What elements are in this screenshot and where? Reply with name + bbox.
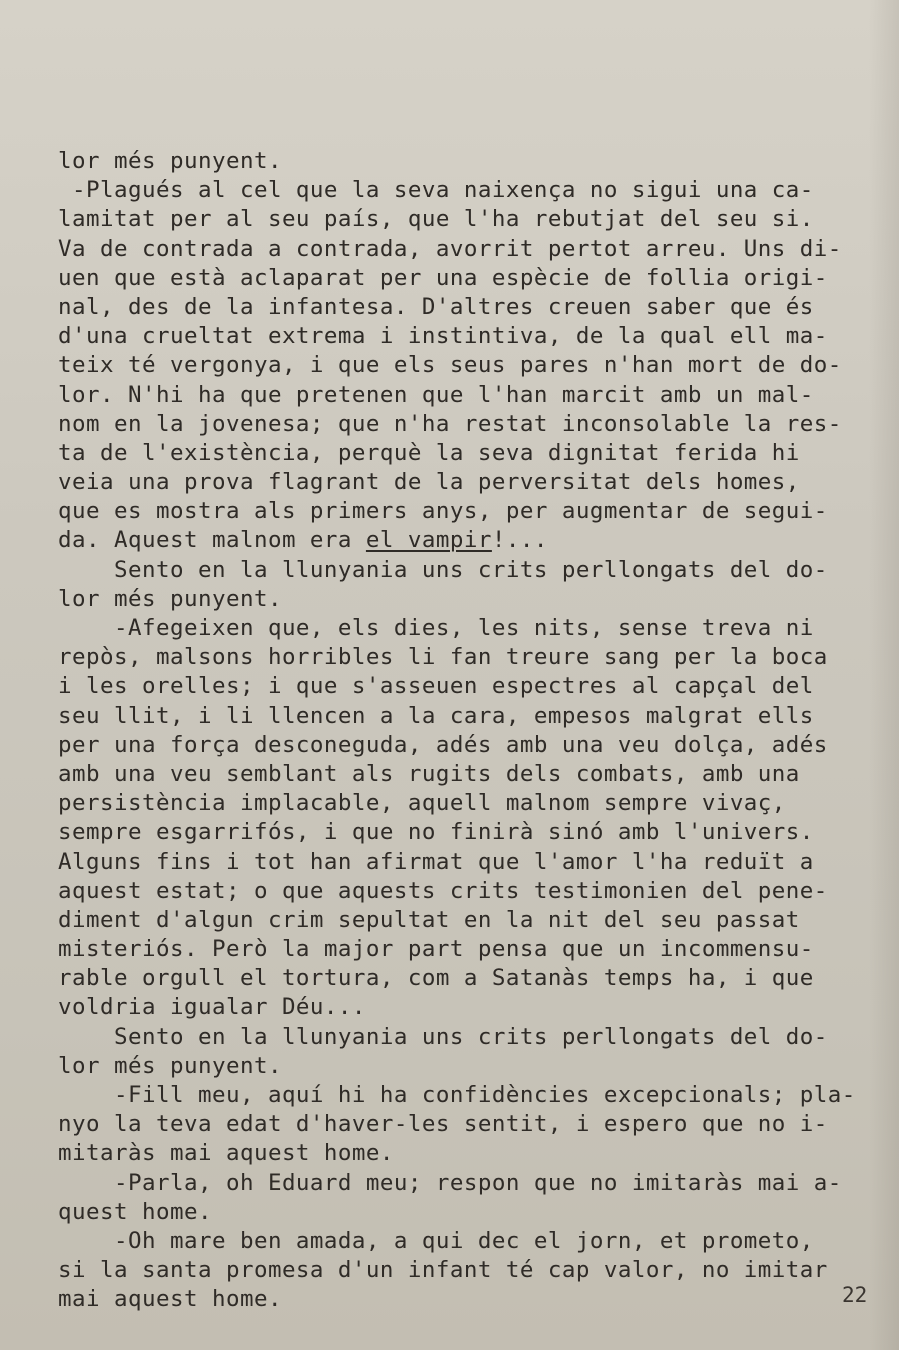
text-line: quest home. bbox=[58, 1198, 212, 1225]
text-line: -Parla, oh Eduard meu; respon que no imitaràs mai a- bbox=[58, 1169, 842, 1196]
underlined-phrase: el vampir bbox=[365, 527, 492, 554]
text-line: si la santa promesa d'un infant té cap valor, no imitar bbox=[58, 1257, 828, 1284]
text-line: i les orelles; i que s'asseuen espectres al capçal del bbox=[58, 673, 814, 700]
text-line: nyo la teva edat d'haver-les sentit, i espero que no i- bbox=[58, 1111, 828, 1138]
text-line: Sento en la llunyania uns crits perllongats del do- bbox=[58, 1023, 828, 1050]
text-line: voldria igualar Déu... bbox=[58, 994, 366, 1021]
text-line: d'una crueltat extrema i instintiva, de la qual ell ma- bbox=[58, 323, 828, 350]
text-line: lor. N'hi ha que pretenen que l'han marcit amb un mal- bbox=[58, 381, 814, 408]
text-line-with-underline bbox=[58, 526, 878, 555]
text-line: nal, des de la infantesa. D'altres creuen saber que és bbox=[58, 293, 814, 320]
text-line: misteriós. Però la major part pensa que un incommensu- bbox=[58, 936, 814, 963]
text-line: que es mostra als primers anys, per augmentar de segui- bbox=[58, 498, 828, 525]
text-line: seu llit, i li llencen a la cara, empesos malgrat ells bbox=[58, 702, 814, 729]
text-line: per una força desconeguda, adés amb una veu dolça, adés bbox=[58, 731, 828, 758]
page-number: 22 bbox=[842, 1283, 868, 1307]
text-line: persistència implacable, aquell malnom sempre vivaç, bbox=[58, 790, 786, 817]
text-line: -Fill meu, aquí hi ha confidències excepcionals; pla- bbox=[58, 1082, 856, 1108]
text-line: nom en la jovenesa; que n'ha restat inconsolable la res- bbox=[58, 410, 842, 437]
text-line: uen que està aclaparat per una espècie de follia origi- bbox=[58, 264, 828, 291]
text-line: teix té vergonya, i que els seus pares n'han mort de do- bbox=[58, 352, 842, 379]
text-line: mai aquest home. bbox=[58, 1286, 282, 1313]
text-line: -Oh mare ben amada, a qui dec el jorn, et prometo, bbox=[58, 1227, 814, 1254]
text-line: Sento en la llunyania uns crits perllongats del do- bbox=[58, 556, 828, 583]
text-line: mitaràs mai aquest home. bbox=[58, 1140, 394, 1167]
text-line: -Afegeixen que, els dies, les nits, sense treva ni bbox=[58, 615, 814, 641]
body-text bbox=[58, 147, 878, 1315]
text-line: Alguns fins i tot han afirmat que l'amor l'ha reduït a bbox=[58, 848, 814, 875]
text-segment: da. Aquest malnom era bbox=[58, 527, 366, 554]
text-line: -Plagués al cel que la seva naixença no sigui una ca- bbox=[58, 177, 814, 204]
text-segment: !... bbox=[491, 527, 548, 554]
text-line: sempre esgarrifós, i que no finirà sinó amb l'univers. bbox=[58, 819, 814, 846]
text-line: lor més punyent. bbox=[58, 1052, 282, 1079]
text-line: diment d'algun crim sepultat en la nit del seu passat bbox=[58, 906, 800, 933]
text-line: rable orgull el tortura, com a Satanàs temps ha, i que bbox=[58, 965, 814, 992]
text-line: amb una veu semblant als rugits dels combats, amb una bbox=[58, 760, 800, 787]
text-line: lor més punyent. bbox=[58, 585, 282, 612]
text-line: veia una prova flagrant de la perversitat dels homes, bbox=[58, 469, 800, 496]
text-line: aquest estat; o que aquests crits testimonien del pene- bbox=[58, 877, 828, 904]
text-line: lamitat per al seu país, que l'ha rebutjat del seu si. bbox=[58, 206, 814, 233]
text-line: repòs, malsons horribles li fan treure sang per la boca bbox=[58, 644, 828, 671]
text-line: ta de l'existència, perquè la seva dignitat ferida hi bbox=[58, 439, 800, 466]
text-line: lor més punyent. bbox=[58, 148, 282, 174]
text-line: Va de contrada a contrada, avorrit pertot arreu. Uns di- bbox=[58, 235, 842, 262]
